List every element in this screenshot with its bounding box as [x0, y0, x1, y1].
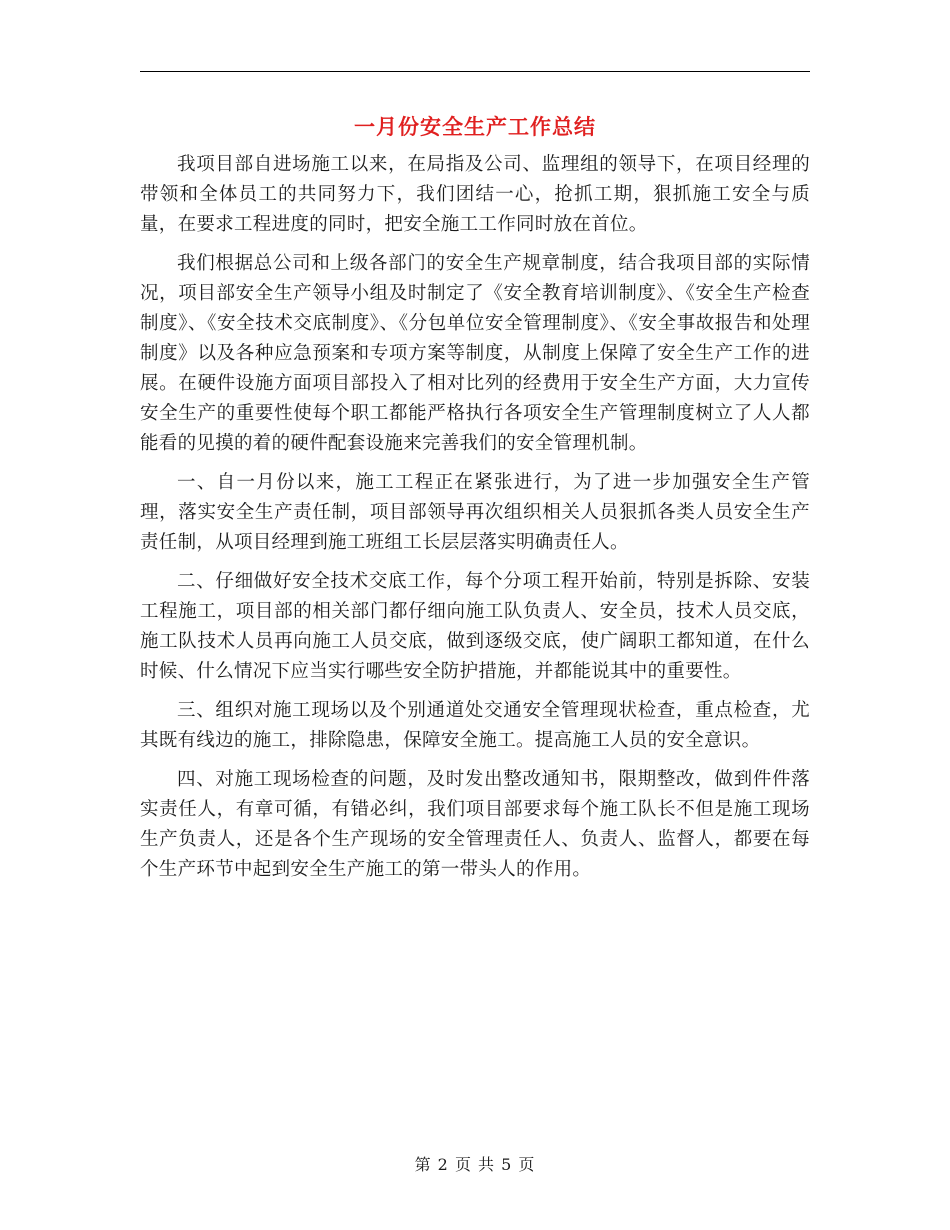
document-title: 一月份安全生产工作总结 [354, 115, 596, 139]
header-rule [140, 71, 810, 72]
page-number: 第 2 页 共 5 页 [414, 1155, 536, 1174]
paragraph-item-1: 一、自一月份以来，施工工程正在紧张进行，为了进一步加强安全生产管理，落实安全生产责任制，项目部领导再次组织相关人员狠抓各类人员安全生产责任制，从项目经理到施工班组工长层层落实明确责任人。 [140, 472, 810, 553]
paragraph-intro: 我项目部自进场施工以来，在局指及公司、监理组的领导下，在项目经理的带领和全体员工的共同努力下，我们团结一心，抢抓工期，狠抓施工安全与质量，在要求工程进度的同时，把安全施工工作同时放在首位。 [140, 154, 810, 235]
paragraph-item-2: 二、仔细做好安全技术交底工作，每个分项工程开始前，特别是拆除、安装工程施工，项目部的相关部门都仔细向施工队负责人、安全员，技术人员交底，施工队技术人员再向施工人员交底，做到逐级交底，使广阔职工都知道，在什么时候、什么情况下应当实行哪些安全防护措施，并都能说其中的重要性。 [140, 571, 810, 682]
paragraph-item-3: 三、组织对施工现场以及个别通道处交通安全管理现状检查，重点检查，尤其既有线边的施工，排除隐患，保障安全施工。提高施工人员的安全意识。 [140, 700, 810, 751]
paragraph-regulations: 我们根据总公司和上级各部门的安全生产规章制度，结合我项目部的实际情况，项目部安全生产领导小组及时制定了《安全教育培训制度》、《安全生产检查制度》、《安全技术交底制度》、《分包单位安全管理制度》、《安全事故报告和处理制度》以及各种应急预案和专项方案等制度，从制度上保障了安全生产工作的进展。在硬件设施方面项目部投入了相对比列的经费用于安全生产方面，大力宣传安全生产的重要性使每个职工都能严格执行各项安全生产管理制度树立了人人都能看的见摸的着的硬件配套设施来完善我们的安全管理机制。 [140, 253, 810, 454]
document-body [140, 150, 810, 894]
paragraph-item-4: 四、对施工现场检查的问题，及时发出整改通知书，限期整改，做到件件落实责任人，有章可循，有错必纠，我们项目部要求每个施工队长不但是施工现场生产负责人，还是各个生产现场的安全管理责任人、负责人、监督人，都要在每个生产环节中起到安全生产施工的第一带头人的作用。 [140, 769, 810, 880]
